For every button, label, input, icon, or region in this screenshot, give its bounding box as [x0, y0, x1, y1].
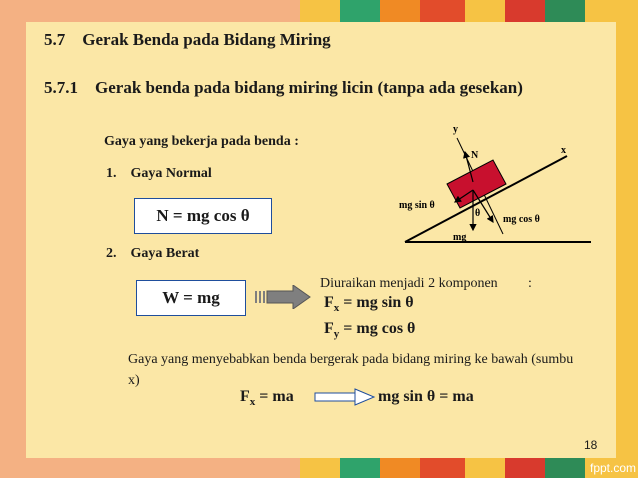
fy-rhs: = mg cos θ	[339, 320, 416, 337]
final-lhs	[240, 388, 294, 408]
fx-equation	[324, 294, 414, 314]
item-gaya-normal	[106, 166, 212, 182]
decompose-colon: :	[528, 276, 532, 291]
normal-force-formula-box: N = mg cos θ	[134, 198, 272, 234]
final-lhs-rest: = ma	[255, 388, 294, 405]
item-number: 1.	[106, 166, 117, 181]
page-number: 18	[584, 438, 598, 452]
subsection-heading	[44, 78, 523, 98]
fx-subscript: x	[333, 302, 340, 315]
n-label: N	[471, 150, 479, 161]
implies-arrow-icon	[314, 388, 376, 406]
decompose-text	[320, 276, 498, 292]
fy-equation	[324, 320, 415, 340]
subsection-number: 5.7.1	[44, 78, 78, 97]
fy-subscript: y	[333, 328, 340, 341]
block-arrow-icon	[255, 285, 311, 309]
weight-formula-box: W = mg	[136, 280, 246, 316]
section-number: 5.7	[44, 30, 66, 49]
cause-text-line2: x)	[128, 373, 140, 388]
final-f-symbol: F	[240, 388, 250, 405]
mg-cos-label: mg cos θ	[503, 214, 540, 225]
item-gaya-berat	[106, 246, 199, 262]
section-title: Gerak Benda pada Bidang Miring	[82, 30, 331, 49]
item-label: Gaya Berat	[130, 246, 200, 261]
final-rhs: mg sin θ = ma	[378, 388, 474, 405]
theta-label: θ	[475, 208, 481, 219]
inclined-plane-diagram	[395, 118, 595, 248]
fx-symbol: F	[324, 294, 334, 311]
fx-rhs: = mg sin θ	[339, 294, 414, 311]
fy-symbol: F	[324, 320, 334, 337]
fppt-watermark: fppt.com	[590, 461, 637, 475]
item-label: Gaya Normal	[130, 166, 212, 181]
subsection-title: Gerak benda pada bidang miring licin (tanpa ada gesekan)	[95, 78, 523, 97]
mg-sin-label: mg sin θ	[399, 200, 435, 211]
y-axis-label: y	[453, 124, 458, 135]
mg-label: mg	[453, 232, 467, 243]
section-heading	[44, 30, 331, 50]
x-axis-label: x	[561, 145, 566, 156]
forces-intro: Gaya yang bekerja pada benda :	[104, 134, 299, 149]
decompose-label: Diuraikan menjadi 2 komponen	[320, 276, 498, 291]
cause-text-line1: Gaya yang menyebabkan benda bergerak pada bidang miring ke bawah (sumbu	[128, 352, 574, 367]
final-f-subscript: x	[249, 396, 256, 409]
item-number: 2.	[106, 246, 117, 261]
